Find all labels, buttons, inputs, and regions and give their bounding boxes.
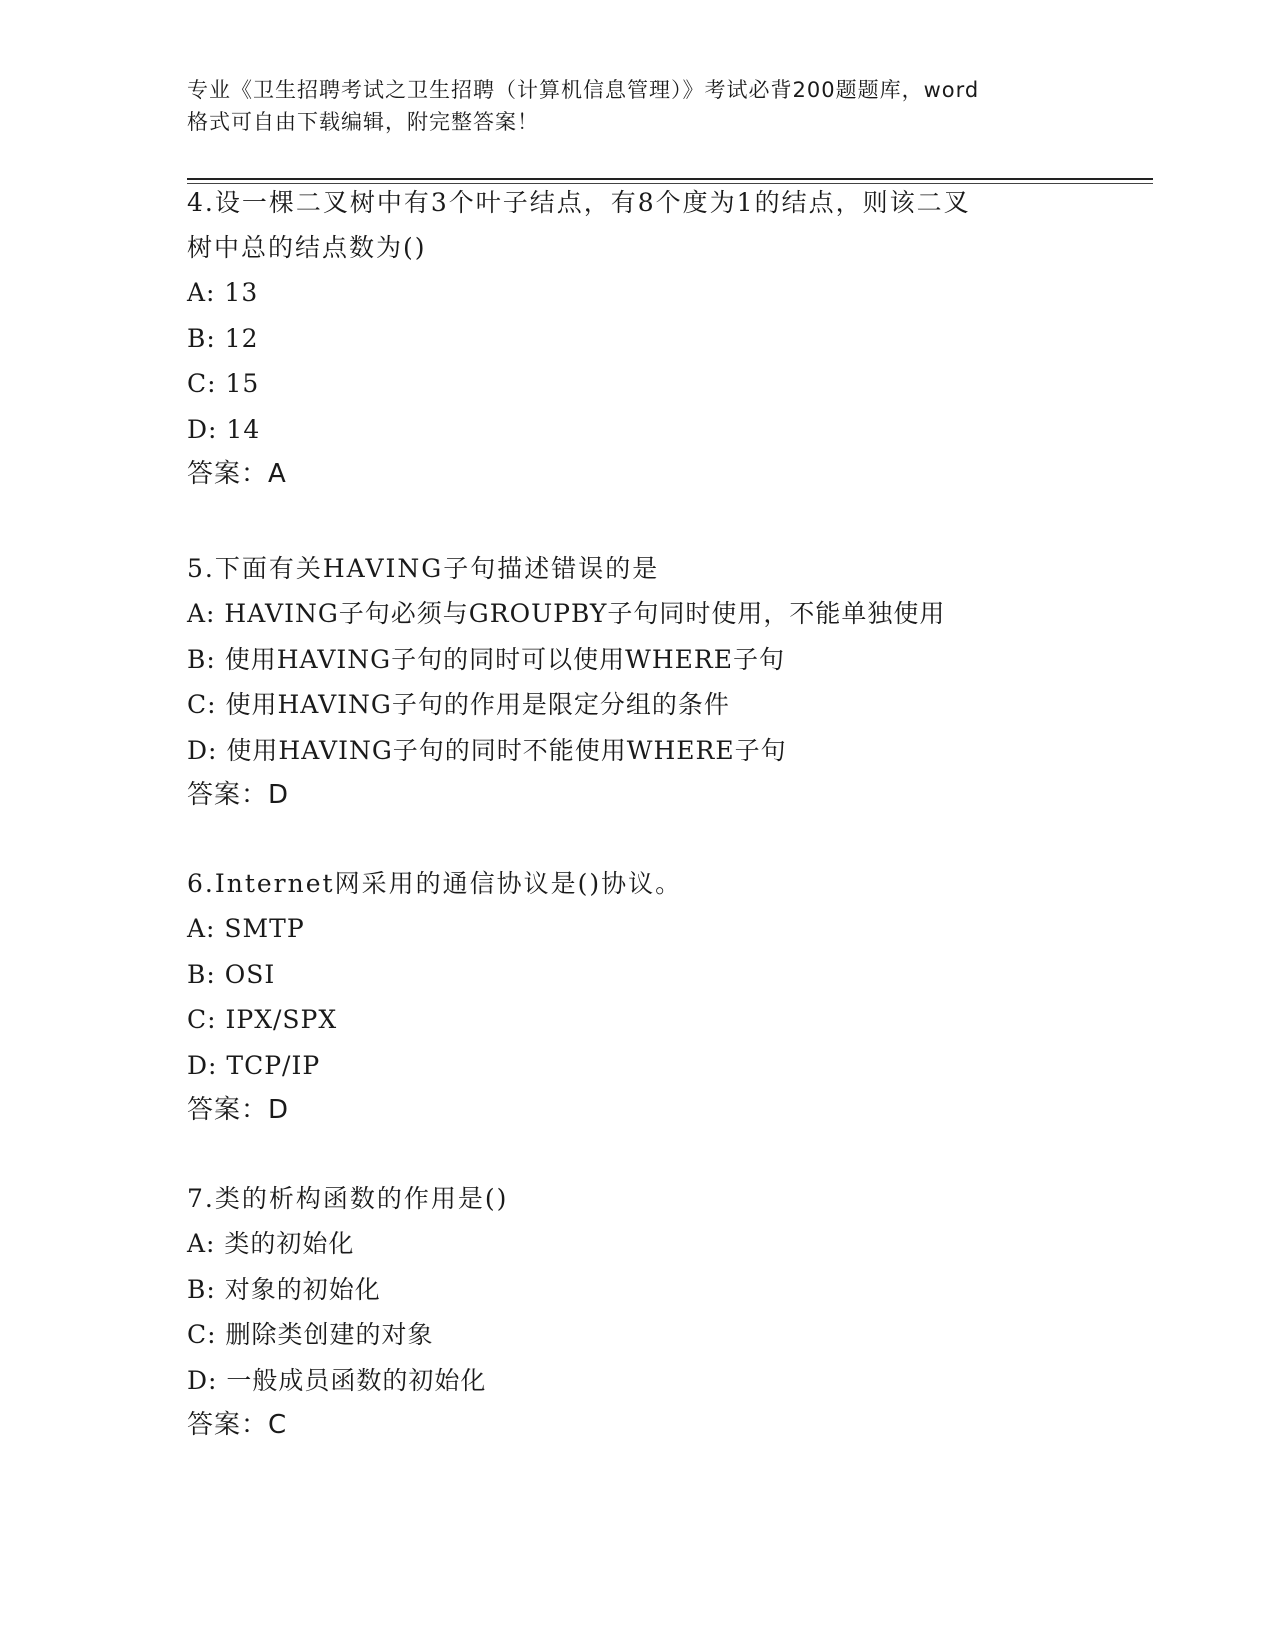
option-a: A: SMTP xyxy=(187,914,305,943)
option-a: A: HAVING子句必须与GROUPBY子句同时使用，不能单独使用 xyxy=(187,599,946,628)
option-d: D: 使用HAVING子句的同时不能使用WHERE子句 xyxy=(187,735,787,765)
question-text-continued: 树中总的结点数为() xyxy=(187,233,427,262)
option-b: B: OSI xyxy=(187,959,276,989)
answer-label: 答案：C xyxy=(187,1410,288,1440)
header-line-2: 格式可自由下载编辑，附完整答案！ xyxy=(187,110,539,134)
option-c: C: IPX/SPX xyxy=(187,1005,338,1034)
option-d: D: 一般成员函数的初始化 xyxy=(187,1365,487,1395)
option-b: B: 对象的初始化 xyxy=(187,1274,381,1304)
option-c: C: 15 xyxy=(187,369,260,398)
option-a: A: 13 xyxy=(187,278,259,307)
question-text: 4.设一棵二叉树中有3个叶子结点，有8个度为1的结点，则该二叉 xyxy=(187,188,971,217)
answer-label: 答案：D xyxy=(187,780,290,810)
question-7 xyxy=(187,1176,1087,1447)
option-b: B: 使用HAVING子句的同时可以使用WHERE子句 xyxy=(187,644,785,674)
question-text: 7.类的析构函数的作用是() xyxy=(187,1184,509,1213)
answer-label: 答案：A xyxy=(187,459,287,489)
option-c: C: 使用HAVING子句的作用是限定分组的条件 xyxy=(187,690,730,719)
option-d: D: TCP/IP xyxy=(187,1050,321,1080)
option-d: D: 14 xyxy=(187,414,261,444)
header-line-1: 专业《卫生招聘考试之卫生招聘（计算机信息管理）》考试必背200题题库，word xyxy=(187,78,980,102)
option-a: A: 类的初始化 xyxy=(187,1229,355,1258)
answer-label: 答案：D xyxy=(187,1095,290,1125)
question-6 xyxy=(187,861,1087,1132)
option-b: B: 12 xyxy=(187,323,259,353)
question-5 xyxy=(187,546,1087,817)
question-text: 5.下面有关HAVING子句描述错误的是 xyxy=(187,554,660,583)
option-c: C: 删除类创建的对象 xyxy=(187,1320,434,1349)
question-text: 6.Internet网采用的通信协议是()协议。 xyxy=(187,869,683,898)
document-header xyxy=(187,74,1087,138)
question-4 xyxy=(187,180,1087,496)
